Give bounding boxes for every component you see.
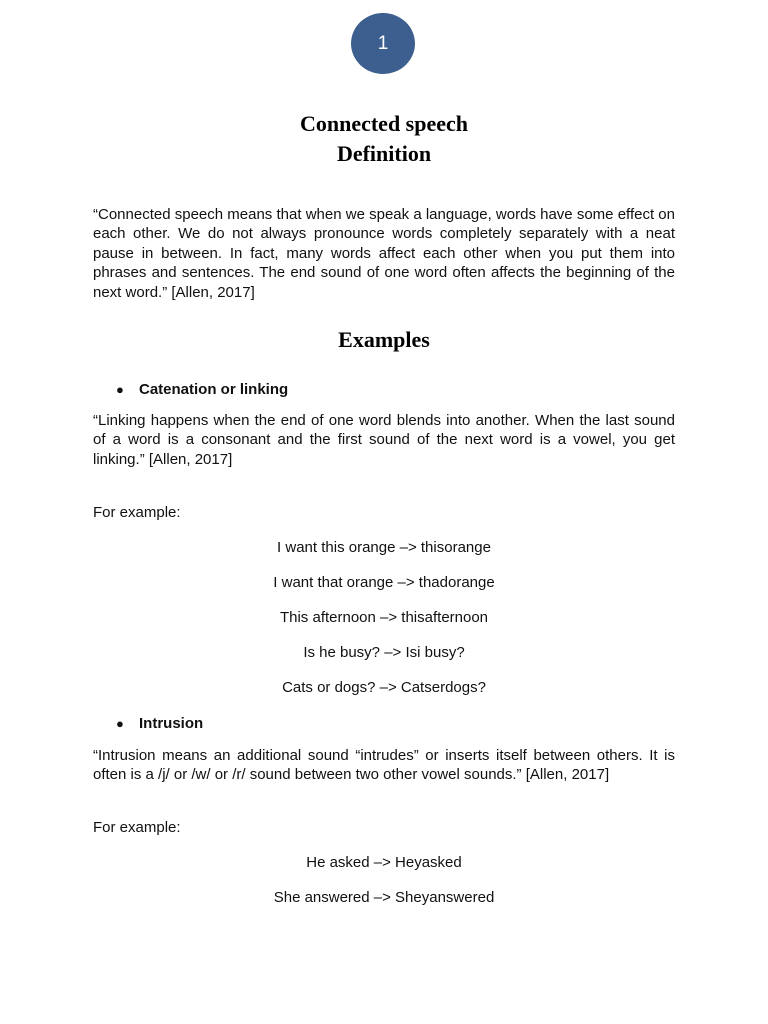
bullet-catenation xyxy=(116,380,288,400)
bullet-label: Intrusion xyxy=(139,715,204,732)
example-item: Is he busy? –> Isi busy? xyxy=(303,644,465,661)
page-number-badge: 1 xyxy=(351,13,415,74)
example-label: For example: xyxy=(93,504,181,521)
example-item: Cats or dogs? –> Catserdogs? xyxy=(282,679,486,696)
example-item: She answered –> Sheyanswered xyxy=(273,889,495,906)
definition-paragraph: “Connected speech means that when we speak a language, words have some effect on each other. We do not always pronounce words completely separately with a neat pause in between. In fact, many words affect each other when you put them into phrases and sentences. The end sound of one word often affects the beginning of the next word.” [Allen, 2017] xyxy=(93,206,675,301)
example-label: For example: xyxy=(93,819,181,836)
page-title: Connected speech xyxy=(299,111,469,136)
example-item: This afternoon –> thisafternoon xyxy=(279,609,489,626)
bullet-icon: ● xyxy=(116,382,124,397)
linking-description: “Linking happens when the end of one word blends into another. When the last sound of a word is a consonant and the first sound of the next word is a vowel, you get linking.” [Allen, 2017] xyxy=(93,412,675,468)
example-item: He asked –> Heyasked xyxy=(306,854,462,871)
example-item: I want that orange –> thadorange xyxy=(273,574,495,591)
intrusion-description: “Intrusion means an additional sound “intrudes” or inserts itself between others. It is often is a /j/ or /w/ or /r/ sound between two other vowel sounds.” [Allen, 2017] xyxy=(93,747,675,784)
example-item: I want this orange –> thisorange xyxy=(277,539,491,556)
bullet-label: Catenation or linking xyxy=(139,381,289,398)
bullet-intrusion xyxy=(116,714,203,734)
examples-heading: Examples xyxy=(338,327,430,352)
definition-heading: Definition xyxy=(336,141,432,166)
bullet-icon: ● xyxy=(116,716,124,731)
